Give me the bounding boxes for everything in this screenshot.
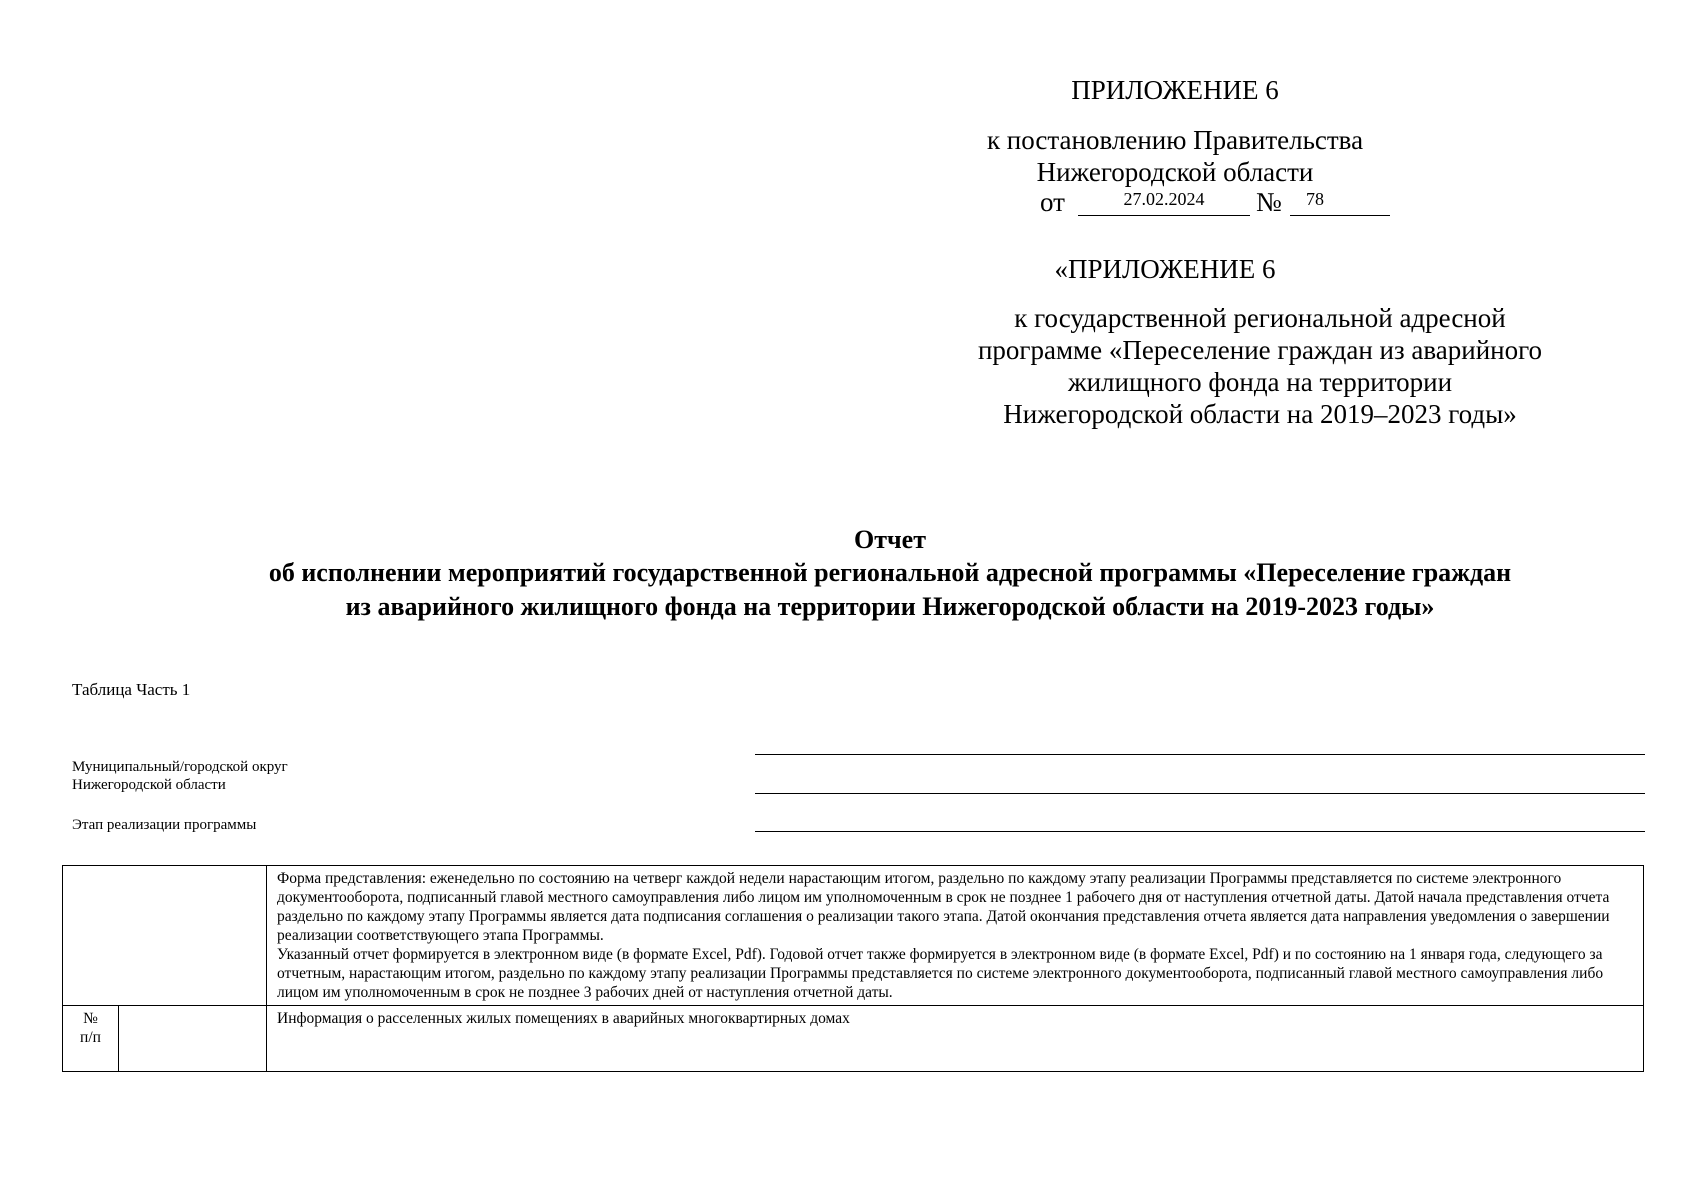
program-annex-line4: Нижегородской области на 2019–2023 годы»: [1003, 399, 1517, 429]
stage-label: Этап реализации программы: [72, 817, 257, 833]
empty-cell: [119, 1006, 267, 1072]
table-row: [63, 1006, 1644, 1072]
date-underline: [1078, 215, 1250, 216]
table-caption: Таблица Часть 1: [72, 680, 191, 699]
info-header-cell: Информация о расселенных жилых помещениях в аварийных многоквартирных домах: [267, 1006, 1644, 1072]
number-underline: [1290, 215, 1390, 216]
report-subtitle-line1: об исполнении мероприятий государственной региональной адресной программы «Переселение граждан: [268, 558, 1512, 587]
annex-title: ПРИЛОЖЕНИЕ 6: [1071, 75, 1279, 105]
municipality-field-line2[interactable]: [755, 793, 1645, 794]
municipality-label-line2: Нижегородской области: [72, 777, 226, 793]
report-title: Отчет: [854, 525, 926, 554]
municipality-label-line1: Муниципальный/городской округ: [72, 759, 288, 775]
annex-date: 27.02.2024: [1123, 189, 1205, 209]
municipality-label: [72, 758, 288, 794]
blank-header-cell: [63, 866, 267, 1006]
annex-resolution-line1: к постановлению Правительства: [986, 125, 1364, 155]
program-annex-text: [880, 302, 1640, 430]
date-prefix: от: [1040, 187, 1065, 217]
form-note-cell: [267, 866, 1644, 1006]
program-annex-line3: жилищного фонда на территории: [1067, 367, 1453, 397]
table-row: [63, 866, 1644, 1006]
annex-resolution: [930, 124, 1420, 188]
program-annex-title: «ПРИЛОЖЕНИЕ 6: [1054, 254, 1276, 284]
annex-number: 78: [1306, 189, 1324, 209]
municipality-field-line1[interactable]: [755, 754, 1645, 755]
number-sign: №: [1256, 187, 1282, 217]
col-number-cell: [63, 1006, 119, 1072]
report-subtitle-line2: из аварийного жилищного фонда на территории Нижегородской области на 2019-2023 годы»: [345, 592, 1435, 621]
annex-date-line: [1040, 185, 1410, 221]
program-annex-line1: к государственной региональной адресной: [1014, 303, 1506, 333]
stage-field[interactable]: [755, 831, 1645, 832]
col-number-label2: п/п: [80, 1029, 101, 1046]
col-number-label1: №: [83, 1010, 98, 1027]
report-form-table: [62, 865, 1644, 1072]
program-annex-line2: программе «Переселение граждан из аварийного: [977, 335, 1543, 365]
annex-resolution-line2: Нижегородской области: [1036, 157, 1314, 187]
form-note-p1: Форма представления: еженедельно по состоянию на четверг каждой недели нарастающим итогом, раздельно по каждому этапу реализации Программы представляется по системе электронного документооборота, подписанный главой местного самоуправления либо лицом им уполномоченным в срок не позднее 1 рабочего дня от наступления отчетной даты. Датой начала представления отчета раздельно по каждому этапу Программы является дата подписания соглашения о реализации такого этапа. Датой окончания представления отчета является дата направления уведомления о завершении реализации соответствующего этапа Программы.: [277, 870, 1610, 944]
form-note-p2: Указанный отчет формируется в электронном виде (в формате Excel, Pdf). Годовой отчет также формируется в электронном виде (в формате Excel, Pdf) и по состоянию на 1 января года, следующего за отчетным, нарастающим итогом, раздельно по каждому этапу реализации Программы представляется по системе электронного документооборота, подписанный главой местного самоуправления либо лицом им уполномоченным в срок не позднее 3 рабочих дней от наступления отчетной даты.: [277, 946, 1604, 1001]
